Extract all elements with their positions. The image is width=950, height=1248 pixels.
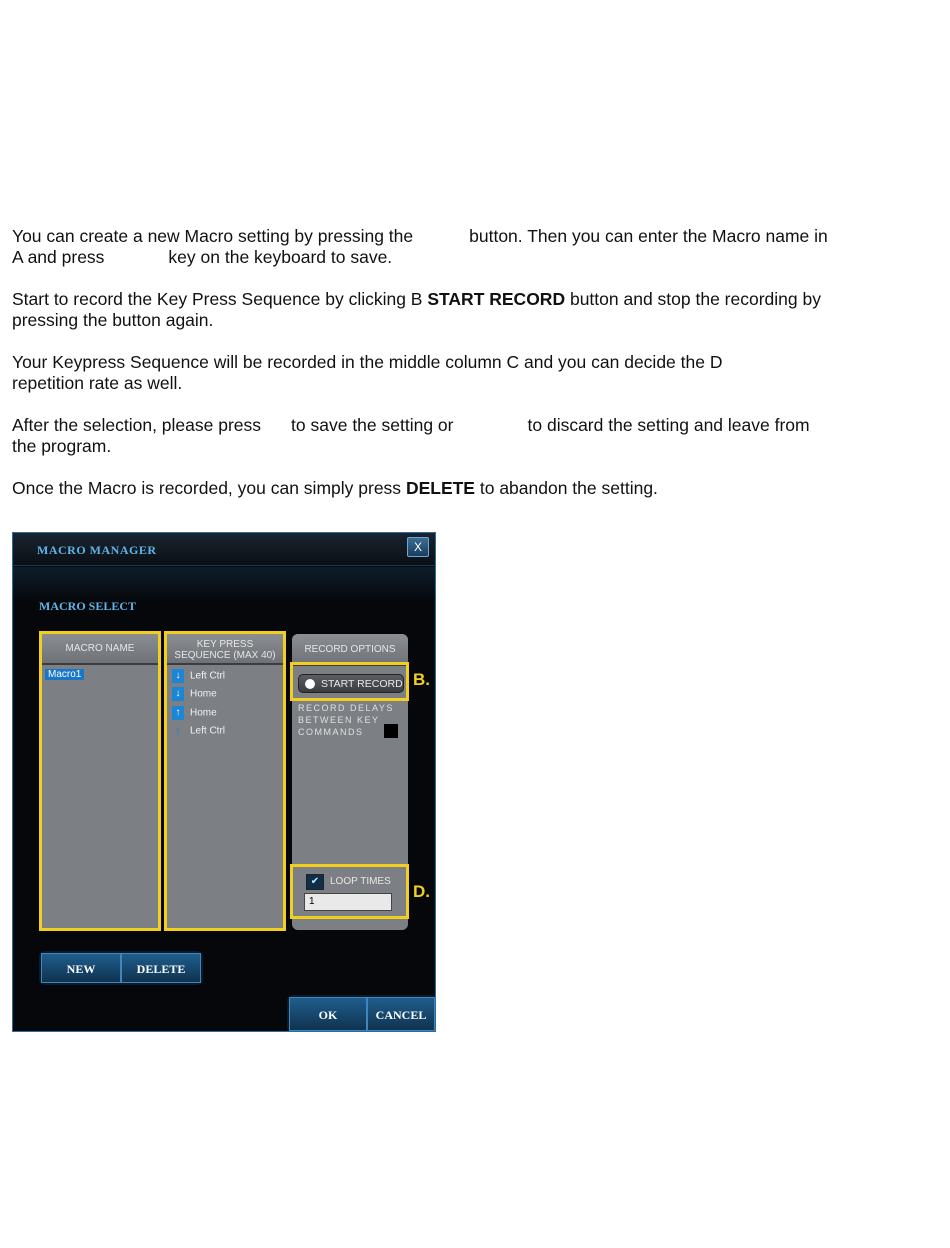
p2-text-b: button and stop the recording by [569,289,821,309]
paragraph-2 [12,289,912,331]
p1-text-b: button. Then you can enter the Macro name in [469,226,828,246]
record-delays-checkbox[interactable] [384,724,398,738]
record-options-header: RECORD OPTIONS [292,634,408,666]
close-button[interactable]: X [407,537,429,557]
record-delays-line1: RECORD DELAYS [298,703,394,713]
paragraph-1 [12,226,912,268]
sequence-key: Left Ctrl [190,670,226,682]
arrow-down-icon: ↓ [172,687,184,701]
loop-times-checkbox[interactable]: ✔ [306,874,324,890]
macro-manager-window [12,532,436,1032]
p5-text-b: to abandon the setting. [479,478,658,498]
p2-bold: START RECORD [427,289,566,309]
label-b: B. [413,670,430,689]
p4-text-b: to save the setting or [291,415,454,435]
header-glow [13,567,435,603]
record-delays-line2: BETWEEN KEY [298,715,380,725]
p1-text-c: A and press [12,247,105,267]
record-delays-label [298,702,394,738]
sequence-key: Home [190,688,217,700]
p1-text-a: You can create a new Macro setting by pressing the [12,226,414,246]
macro-name-header: MACRO NAME [41,633,159,665]
highlight-d [290,864,409,919]
p3-text-b: repetition rate as well. [12,373,183,393]
delete-button[interactable]: DELETE [121,953,201,983]
arrow-up-icon: ↑ [174,723,182,739]
instructions [12,226,912,499]
p4-text-d: the program. [12,436,112,456]
p2-text-c: pressing the button again. [12,310,214,330]
label-d: D. [413,882,430,901]
section-label: MACRO SELECT [39,599,137,613]
loop-times-input[interactable]: 1 [304,893,392,911]
loop-times-label: LOOP TIMES [330,876,391,887]
paragraph-4 [12,415,912,457]
highlight-c [164,631,286,931]
new-button[interactable]: NEW [41,953,121,983]
p3-text-a: Your Keypress Sequence will be recorded in the middle column C and you can decide the D [12,352,723,372]
key-sequence-header-line1: KEY PRESS [196,639,254,650]
record-delays-line3: COMMANDS [298,727,364,737]
p2-text-a: Start to record the Key Press Sequence by clicking B [12,289,423,309]
cancel-button[interactable]: CANCEL [367,997,435,1031]
arrow-down-icon: ↓ [172,669,184,683]
p4-text-a: After the selection, please press [12,415,262,435]
paragraph-3 [12,352,912,394]
highlight-a [39,631,161,931]
highlight-b [290,662,409,701]
title-bar [13,533,435,566]
paragraph-5 [12,478,912,499]
ok-button[interactable]: OK [289,997,367,1031]
sequence-key: Left Ctrl [190,725,226,737]
p4-text-c: to discard the setting and leave from [527,415,810,435]
arrow-up-icon: ↑ [172,706,184,720]
window-title: MACRO MANAGER [37,543,157,557]
macro-list-item[interactable]: Macro1 [45,669,84,680]
key-sequence-header-line2: SEQUENCE (MAX 40) [174,650,276,661]
start-record-label: START RECORD [321,678,403,690]
p1-text-d: key on the keyboard to save. [168,247,393,267]
sequence-key: Home [190,707,217,719]
p5-bold: DELETE [405,478,475,498]
p5-text-a: Once the Macro is recorded, you can simply press [12,478,402,498]
